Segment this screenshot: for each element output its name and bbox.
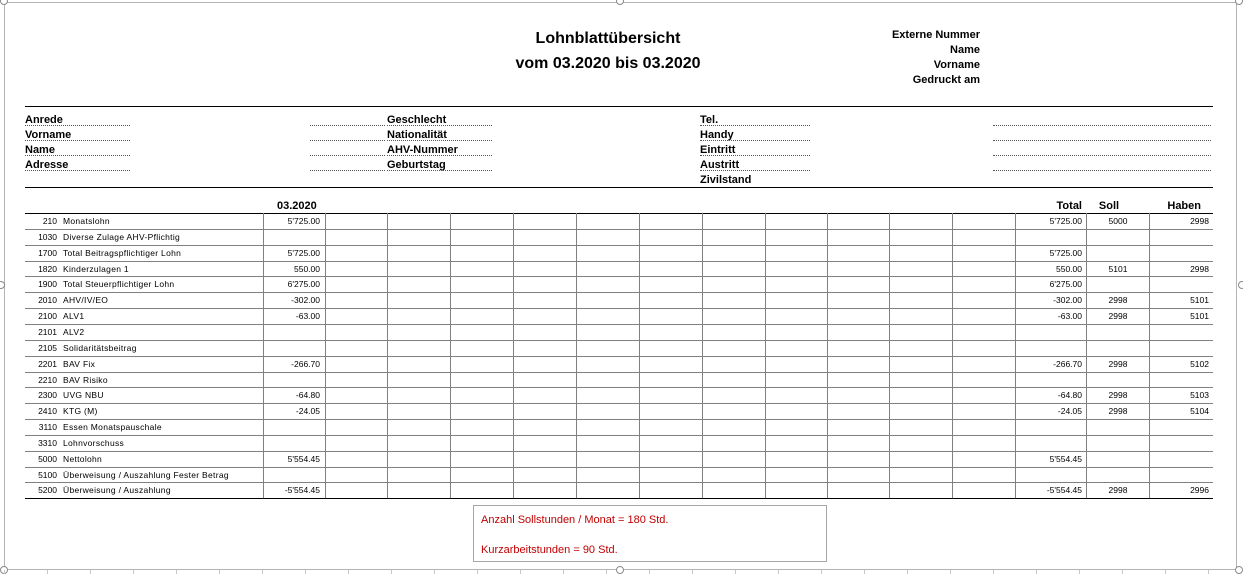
row-total: -266.70 [1053, 358, 1082, 369]
info-label-col1-1: Vorname [25, 129, 72, 141]
row-period-value: 5'725.00 [287, 247, 320, 258]
row-total: 550.00 [1056, 263, 1082, 274]
row-code: 1700 [38, 247, 57, 258]
info-value-line [387, 155, 492, 156]
resize-handle-mid-right[interactable] [1238, 281, 1243, 289]
info-value-line [700, 125, 810, 126]
info-label-col3-3: Austritt [700, 159, 740, 171]
info-label-col2-0: Geschlecht [387, 114, 447, 126]
table-row [25, 229, 1213, 245]
info-value-line [25, 125, 130, 126]
table-row [25, 372, 1213, 388]
table-row [25, 276, 1213, 292]
row-soll: 2998 [1108, 311, 1128, 322]
row-name: Überweisung / Auszahlung [63, 485, 171, 496]
row-period-value: -266.70 [291, 358, 320, 369]
info-value-line [310, 155, 385, 156]
info-value-line [25, 140, 130, 141]
row-total: 5'554.45 [1049, 453, 1082, 464]
info-label-col2-2: AHV-Nummer [387, 144, 458, 156]
info-label-col1-2: Name [25, 144, 55, 156]
row-name: Total Steuerpflichtiger Lohn [63, 279, 175, 290]
info-label-col2-3: Geburtstag [387, 159, 446, 171]
info-value-line [700, 140, 810, 141]
row-name: ALV2 [63, 326, 85, 337]
table-row [25, 245, 1213, 261]
row-code: 1030 [38, 231, 57, 242]
row-code: 2010 [38, 295, 57, 306]
row-total: -302.00 [1053, 295, 1082, 306]
external-number-label: Externe Nummer [891, 29, 980, 41]
row-period-value: -63.00 [295, 311, 320, 322]
table-row [25, 356, 1213, 372]
row-period-value: -302.00 [291, 295, 320, 306]
row-soll: 5000 [1108, 216, 1128, 226]
info-label-col3-2: Eintritt [700, 144, 736, 156]
row-period-value: 550.00 [294, 263, 320, 274]
row-code: 2210 [38, 374, 57, 385]
info-value-line [993, 140, 1211, 141]
haben-column-header: Haben [1167, 200, 1201, 212]
table-row [25, 467, 1213, 483]
row-total: 5'725.00 [1049, 216, 1082, 226]
row-soll: 2998 [1108, 406, 1128, 417]
row-period-value: 5'554.45 [287, 453, 320, 464]
row-soll: 2998 [1108, 390, 1128, 401]
row-haben: 5102 [1190, 358, 1209, 369]
row-total: -63.00 [1057, 311, 1082, 322]
row-code: 3110 [38, 422, 57, 433]
info-value-line [310, 140, 385, 141]
info-value-line [387, 125, 492, 126]
table-row [25, 451, 1213, 467]
table-row [25, 435, 1213, 451]
row-period-value: -5'554.45 [284, 485, 320, 496]
row-soll: 2998 [1108, 358, 1128, 369]
info-label-col3-0: Tel. [700, 114, 719, 126]
table-row [25, 292, 1213, 308]
row-code: 1900 [38, 279, 57, 290]
row-name: Überweisung / Auszahlung Fester Betrag [63, 469, 229, 480]
row-total: 6'275.00 [1049, 279, 1082, 290]
period-column-header: 03.2020 [277, 200, 317, 212]
info-value-line [310, 125, 385, 126]
ruler-ticks [4, 570, 1237, 574]
row-period-value: 6'275.00 [287, 279, 320, 290]
table-row [25, 261, 1213, 277]
info-label-col1-3: Adresse [25, 159, 69, 171]
row-code: 2300 [38, 390, 57, 401]
row-name: BAV Risiko [63, 374, 108, 385]
note-box [473, 505, 827, 562]
info-value-line [387, 170, 492, 171]
row-name: Nettolohn [63, 453, 103, 464]
table-row [25, 482, 1213, 498]
info-value-line [25, 170, 130, 171]
info-label-col3-4: Zivilstand [700, 174, 752, 186]
header-divider [25, 106, 1213, 107]
row-name: UVG NBU [63, 390, 104, 401]
soll-column-header: Soll [1098, 200, 1120, 212]
info-value-line [387, 140, 492, 141]
target-hours-note: Anzahl Sollstunden / Monat = 180 Std. [481, 514, 669, 526]
table-row [25, 340, 1213, 356]
row-total: -64.80 [1057, 390, 1082, 401]
table-row [25, 387, 1213, 403]
row-code: 210 [42, 216, 57, 226]
table-row [25, 419, 1213, 435]
row-haben: 5103 [1190, 390, 1209, 401]
row-code: 5200 [38, 485, 57, 496]
info-label-col1-0: Anrede [25, 114, 63, 126]
row-name: BAV Fix [63, 358, 96, 369]
table-row [25, 403, 1213, 419]
info-divider [25, 187, 1213, 188]
info-value-line [310, 170, 385, 171]
row-total: -5'554.45 [1046, 485, 1082, 496]
row-name: AHV/IV/EO [63, 295, 109, 306]
row-haben: 2996 [1190, 485, 1209, 496]
info-label-col3-1: Handy [700, 129, 734, 141]
row-code: 1820 [38, 263, 57, 274]
row-name: Solidaritätsbeitrag [63, 342, 137, 353]
row-code: 2105 [38, 342, 57, 353]
info-value-line [993, 125, 1211, 126]
page-title: Lohnblattübersicht [535, 30, 681, 47]
row-name: KTG (M) [63, 406, 98, 417]
row-period-value: 5'725.00 [287, 216, 320, 226]
row-total: 5'725.00 [1049, 247, 1082, 258]
row-name: Essen Monatspauschale [63, 422, 162, 433]
row-name: Kinderzulagen 1 [63, 263, 129, 274]
row-code: 3310 [38, 437, 57, 448]
row-haben: 2998 [1190, 263, 1209, 274]
info-value-line [700, 155, 810, 156]
row-name: Lohnvorschuss [63, 437, 125, 448]
table-row [25, 213, 1213, 229]
row-soll: 5101 [1108, 263, 1128, 274]
row-name: Diverse Zulage AHV-Pflichtig [63, 231, 181, 242]
first-name-label: Vorname [933, 59, 980, 71]
info-value-line [700, 170, 810, 171]
resize-handle-top-right[interactable] [1235, 0, 1243, 5]
row-total: -24.05 [1057, 406, 1082, 417]
row-code: 2410 [38, 406, 57, 417]
table-row [25, 308, 1213, 324]
row-haben: 5101 [1190, 295, 1209, 306]
row-haben: 2998 [1190, 216, 1209, 226]
info-value-line [25, 155, 130, 156]
short-time-hours-note: Kurzarbeitstunden = 90 Std. [481, 544, 618, 556]
row-soll: 2998 [1108, 295, 1128, 306]
info-value-line [993, 155, 1211, 156]
total-column-header: Total [1056, 200, 1082, 212]
row-haben: 5101 [1190, 311, 1209, 322]
row-code: 5000 [38, 453, 57, 464]
row-code: 5100 [38, 469, 57, 480]
table-row [25, 324, 1213, 340]
row-code: 2101 [38, 326, 57, 337]
info-value-line [993, 170, 1211, 171]
row-period-value: -64.80 [295, 390, 320, 401]
row-name: Total Beitragspflichtiger Lohn [63, 247, 182, 258]
row-code: 2100 [38, 311, 57, 322]
printed-on-label: Gedruckt am [912, 74, 980, 86]
period-subtitle: vom 03.2020 bis 03.2020 [515, 55, 701, 72]
info-label-col2-1: Nationalität [387, 129, 447, 141]
row-name: ALV1 [63, 311, 85, 322]
row-haben: 5104 [1190, 406, 1209, 417]
row-soll: 2998 [1108, 485, 1128, 496]
row-period-value: -24.05 [295, 406, 320, 417]
name-label: Name [950, 44, 980, 56]
row-code: 2201 [38, 358, 57, 369]
row-name: Monatslohn [63, 216, 110, 226]
